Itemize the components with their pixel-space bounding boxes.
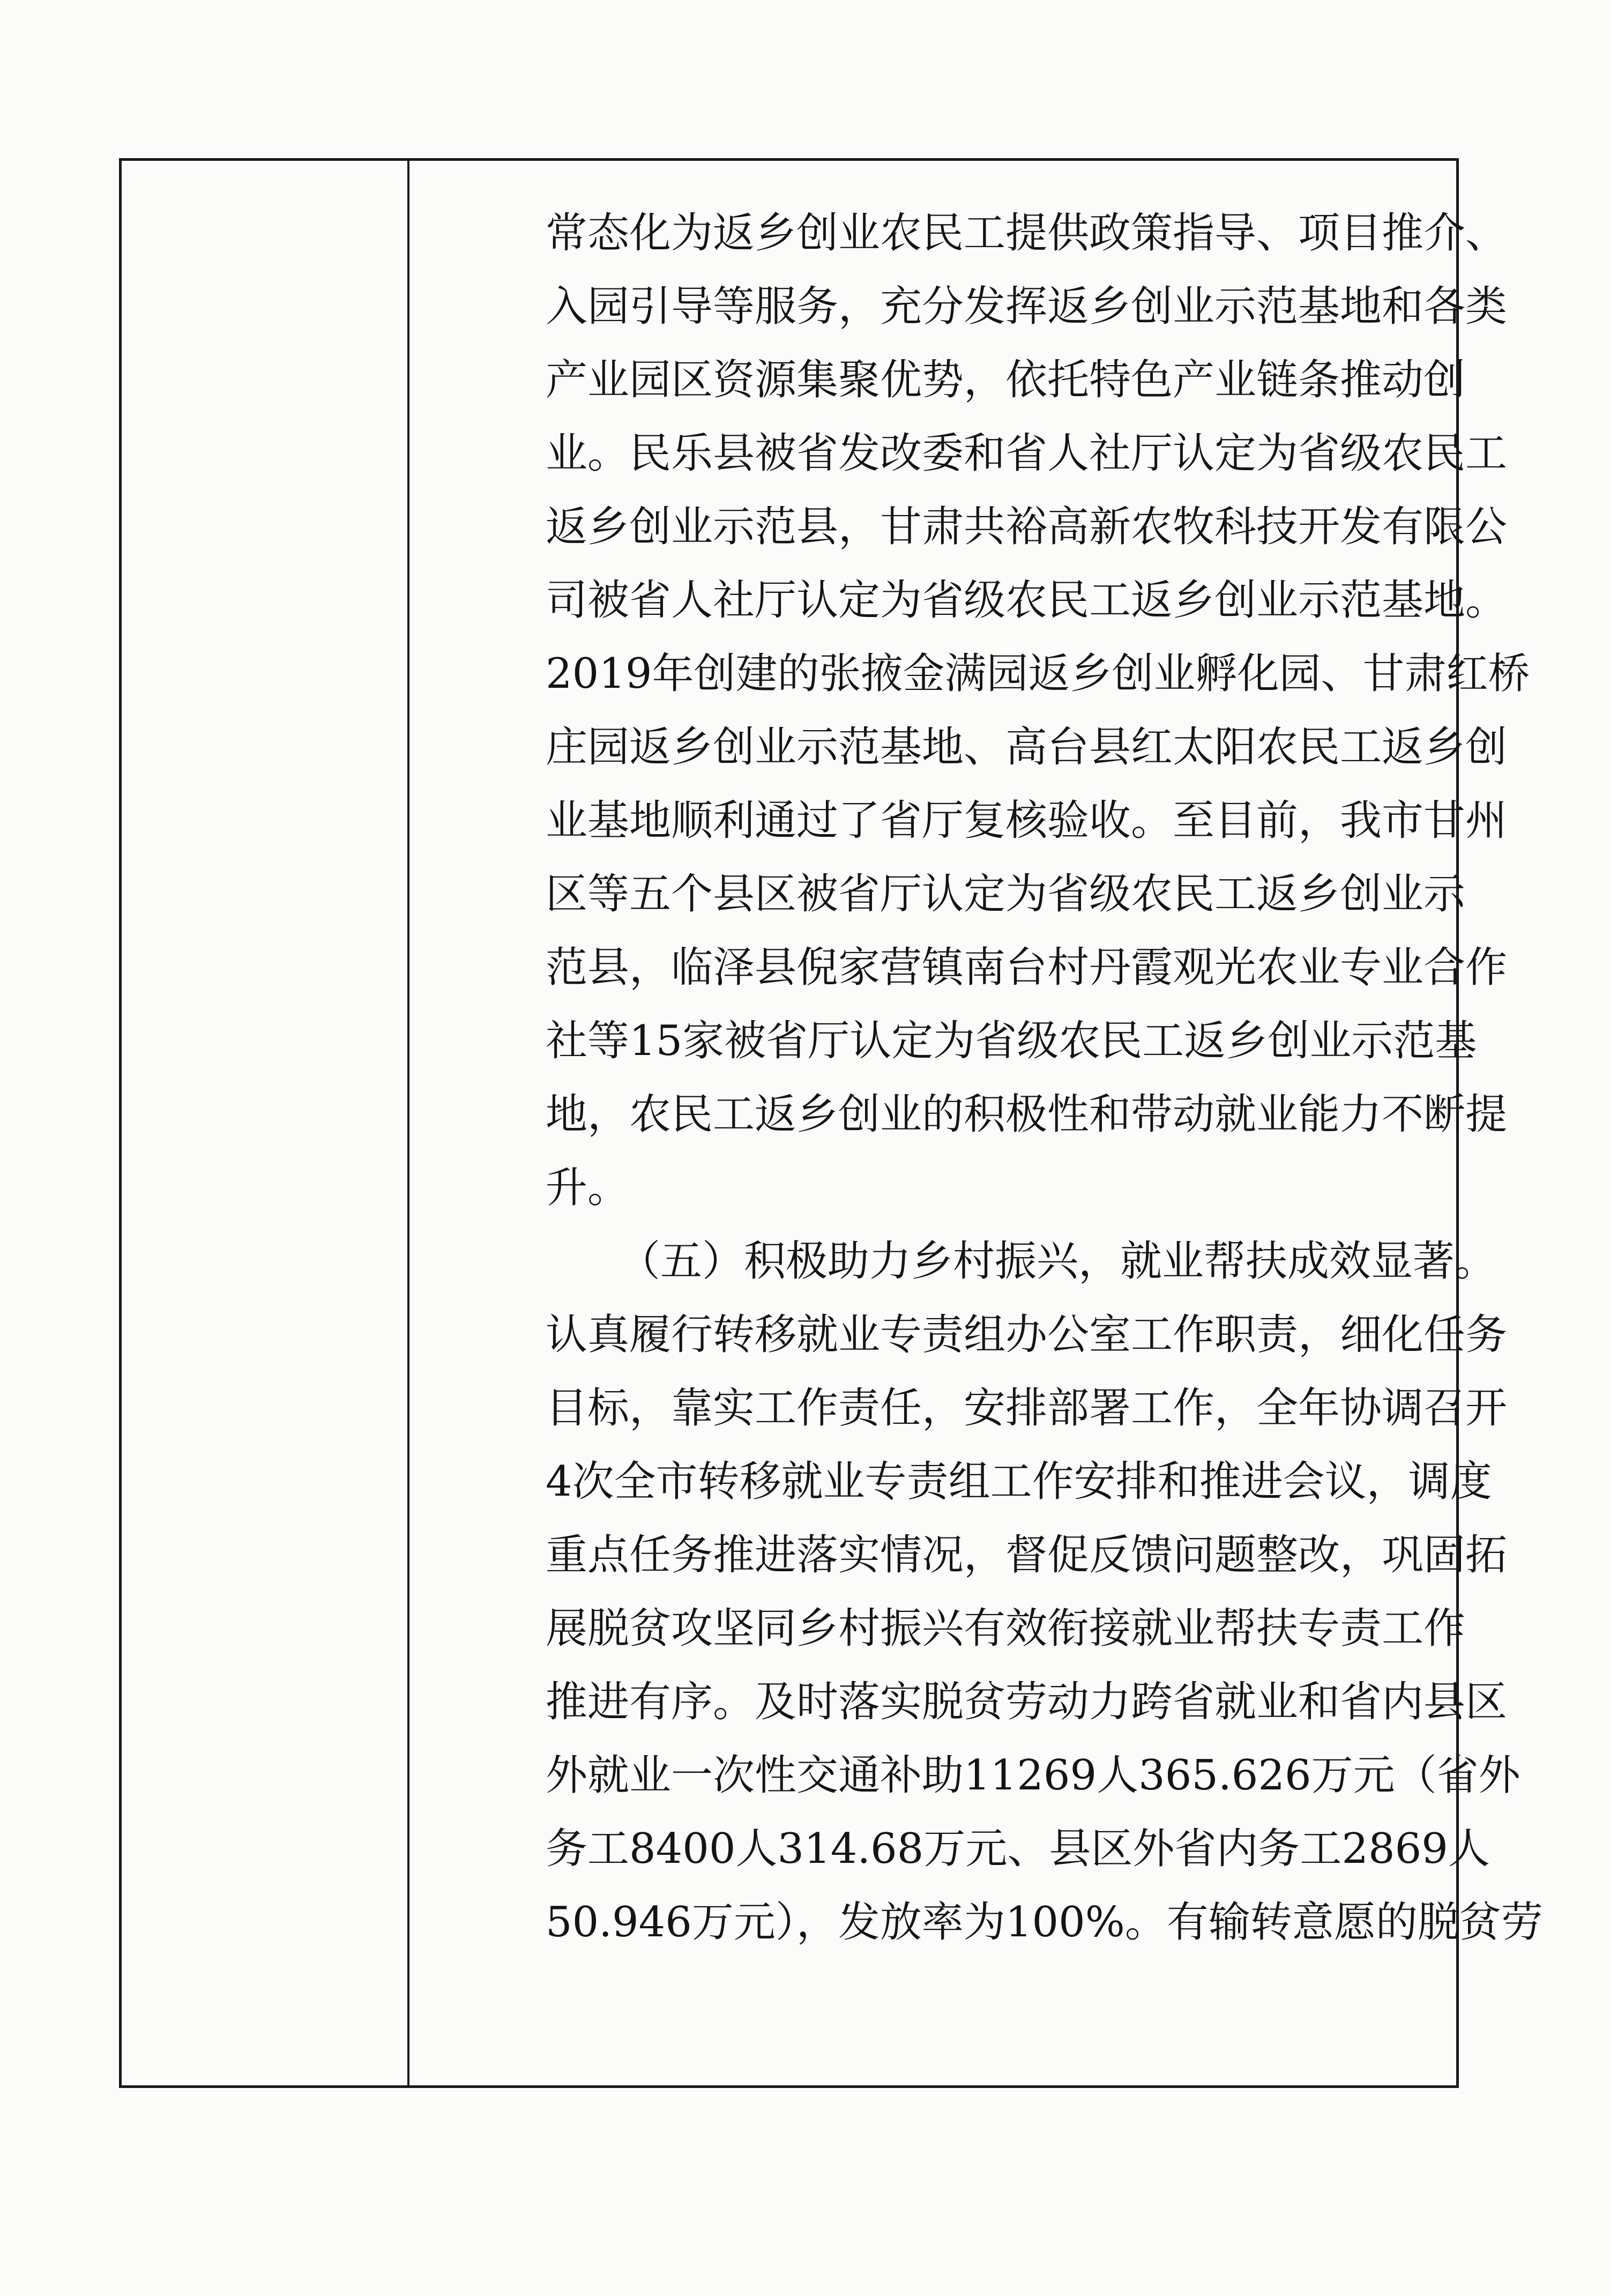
text-line: 区等五个县区被省厅认定为省级农民工返乡创业示 [546, 870, 1466, 918]
text-line: 2019年创建的张掖金满园返乡创业孵化园、甘肃红桥 [546, 650, 1530, 698]
text-line: 地，农民工返乡创业的积极性和带动就业能力不断提 [546, 1090, 1508, 1139]
text-line: 范县，临泽县倪家营镇南台村丹霞观光农业专业合作 [546, 943, 1508, 992]
text-line: 入园引导等服务，充分发挥返乡创业示范基地和各类 [546, 283, 1508, 331]
text-line: 常态化为返乡创业农民工提供政策指导、项目推介、 [546, 209, 1508, 257]
text-line: 社等15家被省厅认定为省级农民工返乡创业示范基 [546, 1017, 1477, 1065]
text-line: 升。 [546, 1164, 630, 1212]
text-line: 务工8400人314.68万元、县区外省内务工2869人 [546, 1825, 1490, 1873]
left-label-column [122, 161, 409, 2085]
text-line: 目标，靠实工作责任，安排部署工作，全年协调召开 [546, 1384, 1508, 1432]
text-line: 外就业一次性交通补助11269人365.626万元（省外 [546, 1751, 1520, 1800]
text-line: 重点任务推进落实情况，督促反馈问题整改，巩固拓 [546, 1531, 1508, 1579]
section-heading: （五）积极助力乡村振兴，就业帮扶成效显著。 [618, 1237, 1497, 1286]
text-line: 推进有序。及时落实脱贫劳动力跨省就业和省内县区 [546, 1678, 1508, 1726]
text-line: 返乡创业示范县，甘肃共裕高新农牧科技开发有限公 [546, 503, 1508, 551]
table-frame [119, 158, 1543, 2088]
body-text-column [409, 161, 1543, 2085]
text-line: 展脱贫攻坚同乡村振兴有效衔接就业帮扶专责工作 [546, 1604, 1466, 1653]
text-line: 50.946万元），发放率为100%。有输转意愿的脱贫劳 [546, 1898, 1543, 1946]
text-line: 司被省人社厅认定为省级农民工返乡创业示范基地。 [546, 576, 1508, 625]
text-line: 业。民乐县被省发改委和省人社厅认定为省级农民工 [546, 429, 1508, 478]
text-line: 产业园区资源集聚优势，依托特色产业链条推动创 [546, 356, 1466, 404]
text-line: 业基地顺利通过了省厅复核验收。至目前，我市甘州 [546, 797, 1508, 845]
text-line: 4次全市转移就业专责组工作安排和推进会议，调度 [546, 1458, 1492, 1506]
text-line: 认真履行转移就业专责组办公室工作职责，细化任务 [546, 1311, 1508, 1359]
text-line: 庄园返乡创业示范基地、高台县红太阳农民工返乡创 [546, 723, 1508, 771]
